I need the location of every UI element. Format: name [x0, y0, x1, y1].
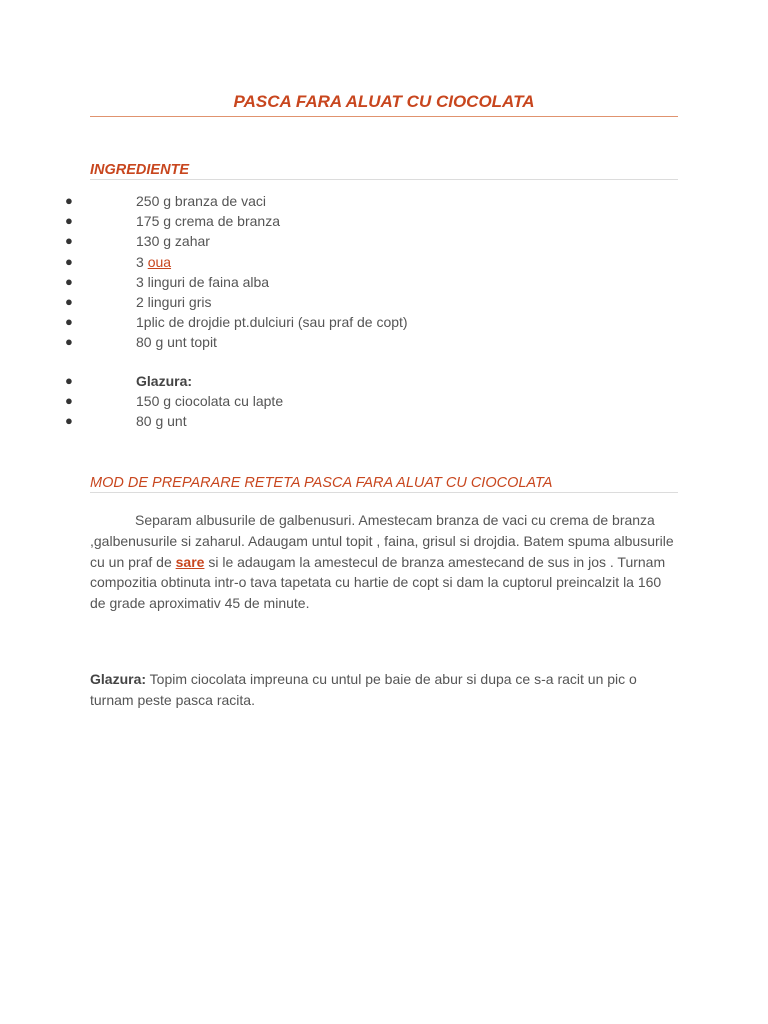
ingredient-text: 175 g crema de branza — [136, 213, 280, 230]
list-item — [0, 292, 768, 312]
bullet-icon: ● — [65, 193, 73, 208]
bullet-icon: ● — [65, 293, 73, 309]
method-text-part1: Separam albusurile de galbenusuri. Amestecam branza de vaci cu crema de branza ,galbenusurile si zaharul. Adaugam untul topit , faina, grisul si drojdia. Batem spuma albusurile cu un praf de — [90, 512, 674, 570]
ingredients-list — [0, 191, 768, 353]
method-text-part2: si le adaugam la amestecul de branza amestecand de sus in jos . Turnam compozitia obtinuta intr-o tava tapetata cu hartie de copt si dam la cuptorul preincalzit la 160 de grade aproximativ 45 de minute. — [90, 553, 666, 612]
bullet-icon: ● — [65, 373, 73, 388]
list-item — [0, 371, 768, 391]
list-item — [0, 272, 768, 292]
bullet-icon: ● — [65, 213, 73, 229]
method-paragraph — [90, 510, 680, 614]
bullet-icon: ● — [65, 253, 73, 269]
ingredient-text: 130 g zahar — [136, 233, 210, 250]
list-item — [0, 391, 768, 411]
ingredient-text: 80 g unt — [136, 413, 187, 430]
ingredient-text: 1plic de drojdie pt.dulciuri (sau praf de copt) — [136, 314, 408, 331]
glaze-label: Glazura: — [90, 671, 147, 687]
ingredient-text — [136, 252, 171, 272]
list-item — [0, 211, 768, 231]
glaze-text: Topim ciocolata impreuna cu untul pe baie de abur si dupa ce s-a racit un pic o turnam peste pasca racita. — [90, 671, 637, 708]
ingredient-text: 80 g unt topit — [136, 334, 217, 351]
sare-link[interactable]: sare — [175, 553, 205, 570]
ingredient-text: 2 linguri gris — [136, 293, 212, 310]
list-item — [0, 332, 768, 352]
list-item — [0, 191, 768, 211]
bullet-icon: ● — [65, 334, 73, 350]
bullet-icon: ● — [65, 393, 73, 409]
list-item — [0, 231, 768, 251]
glaze-ingredients-list — [0, 371, 768, 432]
bullet-icon: ● — [65, 233, 73, 249]
bullet-icon: ● — [65, 273, 73, 289]
glaze-subheading: Glazura: — [136, 373, 193, 389]
ingredient-text: 250 g branza de vaci — [136, 193, 266, 209]
bullet-icon: ● — [65, 413, 73, 429]
ingredients-heading: INGREDIENTE — [90, 162, 678, 180]
ingredient-text: 150 g ciocolata cu lapte — [136, 393, 284, 410]
method-heading: MOD DE PREPARARE RETETA PASCA FARA ALUAT CU CIOCOLATA — [90, 475, 678, 493]
oua-link[interactable]: oua — [147, 253, 172, 270]
list-item — [0, 411, 768, 431]
list-item — [0, 252, 768, 272]
list-item — [0, 312, 768, 332]
bullet-icon: ● — [65, 314, 73, 330]
glaze-paragraph — [90, 669, 680, 711]
ingredient-text: 3 linguri de faina alba — [136, 273, 270, 290]
ingredient-quantity: 3 — [136, 253, 148, 270]
page-title: PASCA FARA ALUAT CU CIOCOLATA — [90, 92, 678, 117]
